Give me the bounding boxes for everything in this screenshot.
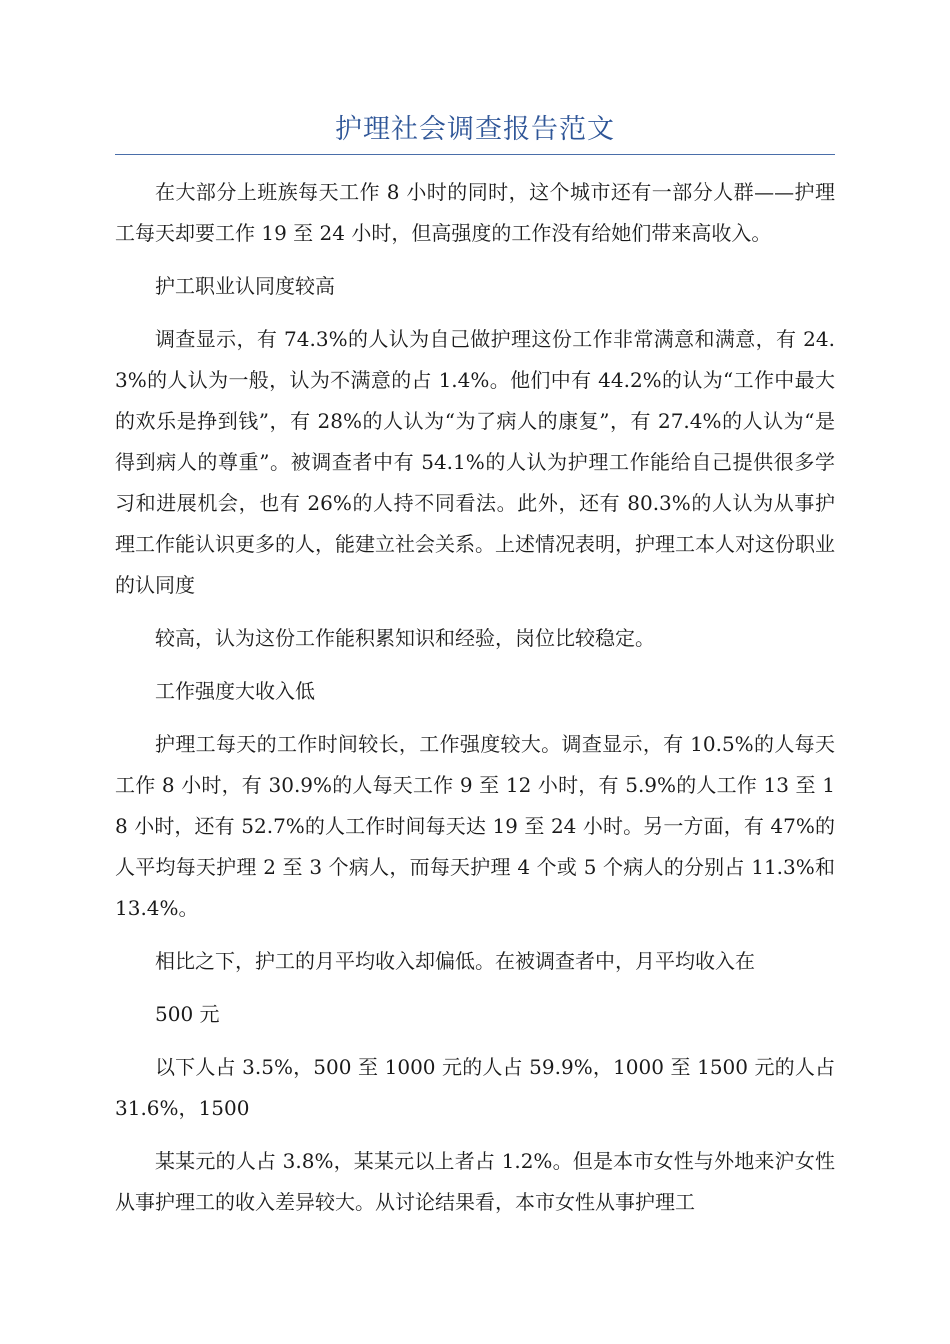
title-underline (115, 154, 835, 155)
document-title: 护理社会调查报告范文 (335, 114, 615, 145)
paragraph-income-comparison: 某某元的人占 3.8%，某某元以上者占 1.2%。但是本市女性与外地来沪女性从事护理工的收入差异较大。从讨论结果看，本市女性从事护理工 (115, 1149, 835, 1214)
paragraph-recognition-conclusion: 较高，认为这份工作能积累知识和经验，岗位比较稳定。 (155, 626, 655, 650)
paragraph-income-intro: 相比之下，护工的月平均收入却偏低。在被调查者中，月平均收入在 (155, 949, 755, 973)
paragraph-recognition-survey: 调查显示，有 74.3%的人认为自己做护理这份工作非常满意和满意，有 24.3%的人认为一般，认为不满意的占 1.4%。他们中有 44.2%的认为“工作中最大的欢乐是挣到钱”，有 28%的人认为“为了病人的康复”，有 27.4%的人认为“是得到病人的尊重”。被调查者中有 54.1%的人认为护理工作能给自己提供很多学习和进展机会，也有 26%的人持不同看法。此外，还有 80.3%的人认为从事护理工作能认识更多的人，能建立社会关系。上述情况表明，护理工本人对这份职业的认同度 (115, 327, 835, 597)
section-heading-workload: 工作强度大收入低 (155, 679, 315, 703)
paragraph-intro: 在大部分上班族每天工作 8 小时的同时，这个城市还有一部分人群——护理工每天却要工作 19 至 24 小时，但高强度的工作没有给她们带来高收入。 (115, 180, 835, 245)
paragraph-income-ranges: 以下人占 3.5%，500 至 1000 元的人占 59.9%，1000 至 1500 元的人占 31.6%，1500 (115, 1055, 835, 1120)
paragraph-workload-survey: 护理工每天的工作时间较长，工作强度较大。调查显示，有 10.5%的人每天工作 8 小时，有 30.9%的人每天工作 9 至 12 小时，有 5.9%的人工作 13 至 18 小时，还有 52.7%的人工作时间每天达 19 至 24 小时。另一方面，有 47%的人平均每天护理 2 至 3 个病人，而每天护理 4 个或 5 个病人的分别占 11.3%和 13.4%。 (115, 732, 835, 920)
section-heading-recognition: 护工职业认同度较高 (155, 274, 335, 298)
document-body (115, 172, 835, 1235)
paragraph-income-500: 500 元 (155, 1002, 220, 1026)
